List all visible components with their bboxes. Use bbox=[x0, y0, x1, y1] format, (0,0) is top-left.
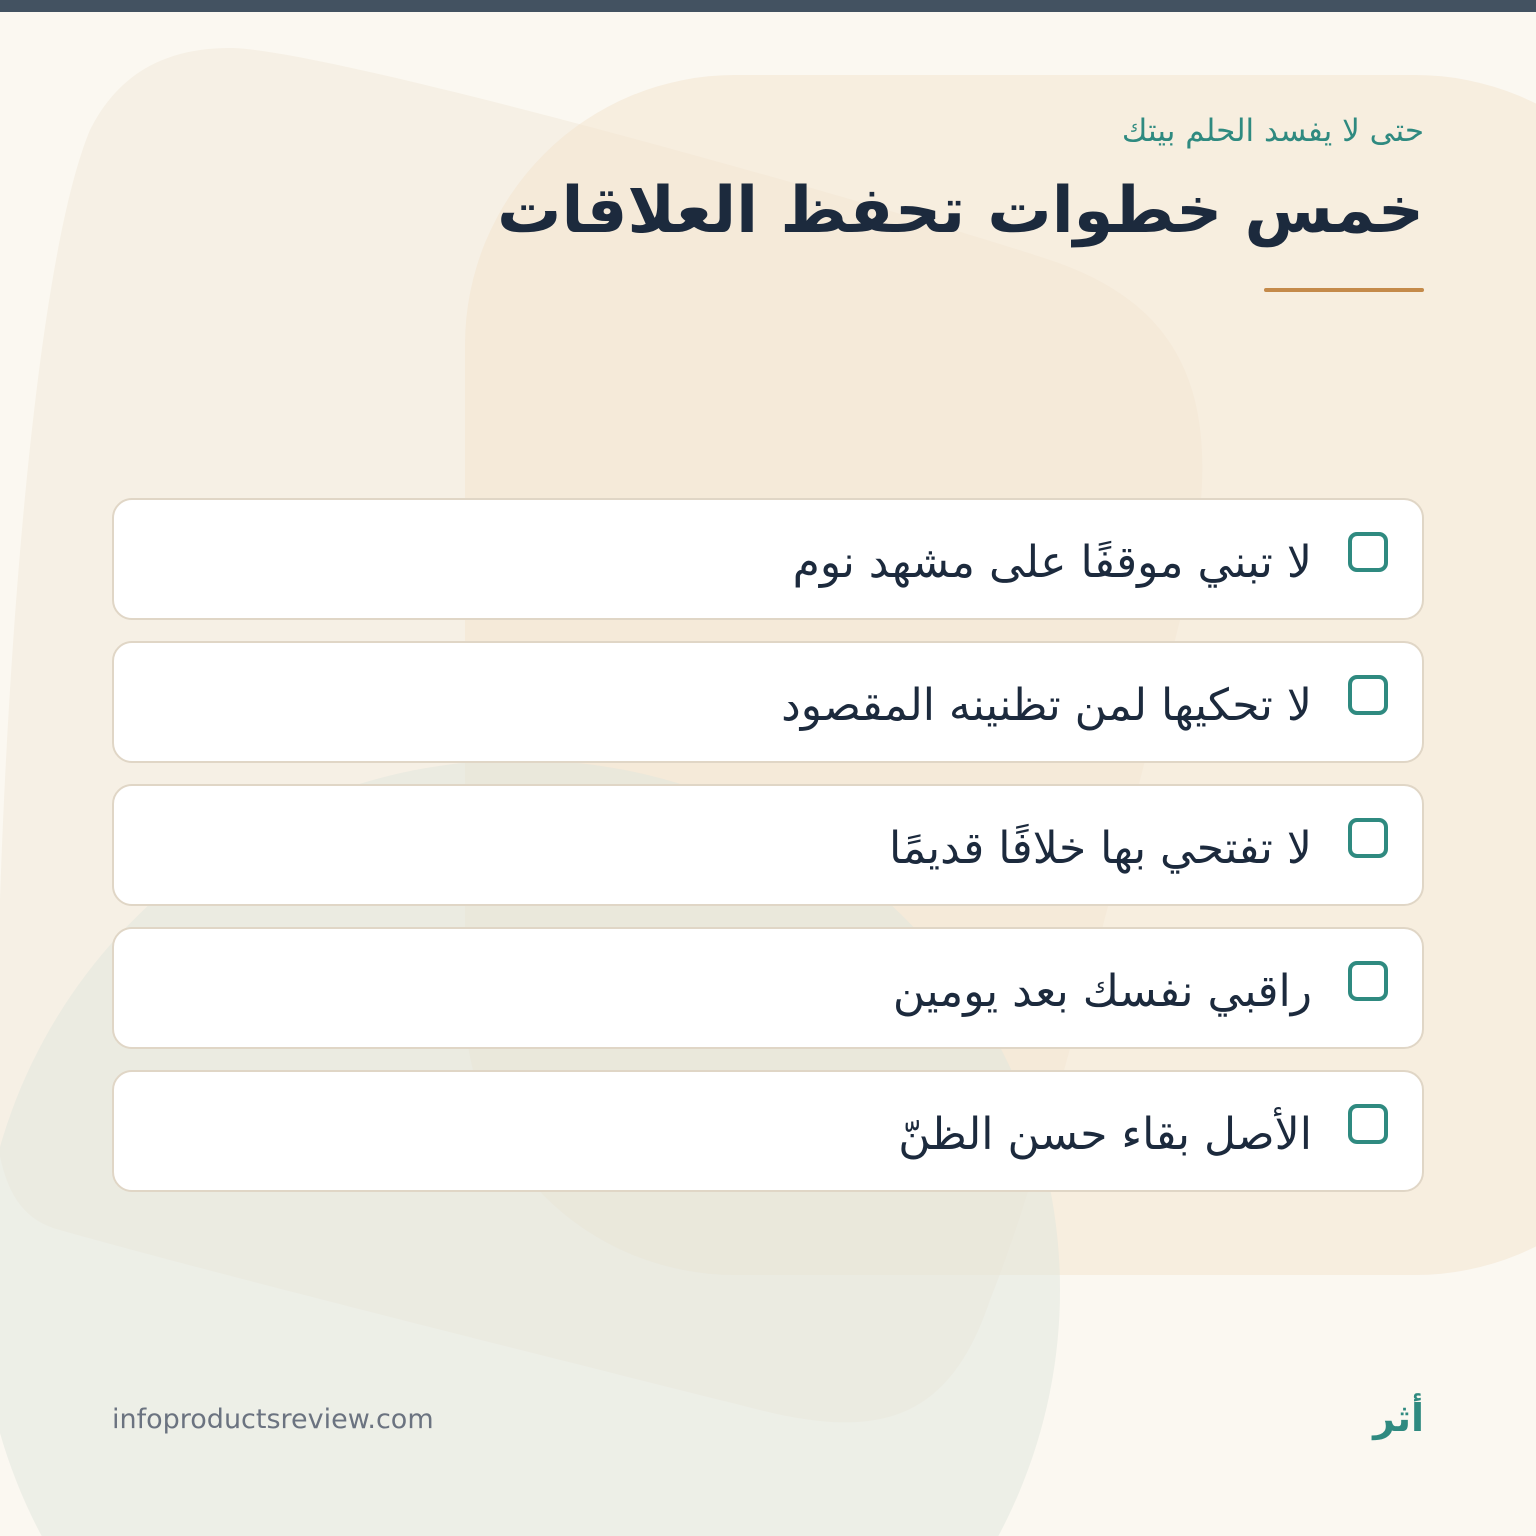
header bbox=[424, 105, 1424, 259]
title-underline bbox=[1264, 288, 1424, 292]
checkbox-icon[interactable] bbox=[1348, 675, 1388, 715]
checklist-item-label: لا تفتحي بها خلافًا قديمًا bbox=[889, 823, 1312, 874]
checklist bbox=[112, 498, 1424, 1213]
checklist-item-label: الأصل بقاء حسن الظنّ bbox=[898, 1109, 1312, 1160]
checkbox-icon[interactable] bbox=[1348, 818, 1388, 858]
checklist-item[interactable] bbox=[112, 784, 1424, 906]
checklist-item[interactable] bbox=[112, 927, 1424, 1049]
checklist-item[interactable] bbox=[112, 498, 1424, 620]
checklist-item[interactable] bbox=[112, 1070, 1424, 1192]
kicker-text: حتى لا يفسد الحلم بيتك bbox=[1121, 113, 1424, 149]
checklist-item[interactable] bbox=[112, 641, 1424, 763]
checklist-item-label: لا تبني موقفًا على مشهد نوم bbox=[792, 537, 1312, 588]
checkbox-icon[interactable] bbox=[1348, 1104, 1388, 1144]
checkbox-icon[interactable] bbox=[1348, 961, 1388, 1001]
checklist-item-label: راقبي نفسك بعد يومين bbox=[892, 966, 1312, 1017]
checklist-item-label: لا تحكيها لمن تظنينه المقصود bbox=[781, 680, 1312, 731]
page-title: خمس خطوات تحفظ العلاقات bbox=[497, 174, 1424, 248]
brand-logo: أثر bbox=[1373, 1396, 1424, 1440]
checkbox-icon[interactable] bbox=[1348, 532, 1388, 572]
footer-url: infoproductsreview.com bbox=[112, 1404, 434, 1435]
